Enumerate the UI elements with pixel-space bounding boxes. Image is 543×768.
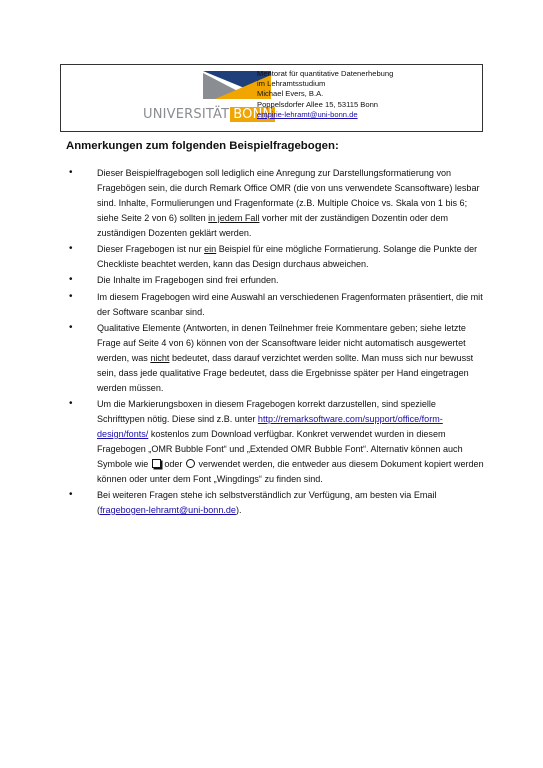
logo-text-bonn: BONN — [230, 107, 275, 122]
address-line: im Lehramtsstudium — [257, 79, 326, 89]
logo-text-universitaet: UNIVERSITÄT — [143, 107, 230, 122]
contact-email-link[interactable]: empirie-lehramt@uni-bonn.de — [257, 109, 358, 119]
support-email-link[interactable]: fragebogen-lehramt@uni-bonn.de — [100, 504, 236, 515]
checkbox-symbol-icon — [152, 459, 161, 468]
list-item: • Die Inhalte im Fragebogen sind frei erfunden. — [66, 273, 484, 288]
list-item: • Qualitative Elemente (Antworten, in denen Teilnehmer freie Kommentare geben; siehe letzte Frage auf Seite 4 von 6) können von der Scansoftware leider nicht automatisch ausgewertet werden, was nicht bedeutet, dass darauf verzichtet werden sollte. Man muss sich nur bewusst sein, dass jede qualitative Frage bedeutet, dass die Ergebnisse später per Hand eingetragen werden müssen. — [66, 321, 484, 396]
logo-wordmark — [143, 107, 275, 122]
address-line: Mentorat für quantitative Datenerhebung — [257, 69, 394, 78]
list-item: • Dieser Beispielfragebogen soll lediglich eine Anregung zur Darstellungsformatierung von Fragebögen sein, die durch Remark Office OMR (die von uns verwendete Scansoftware) lesbar sind. Inhalte, Formulierungen und Fragenformate (z.B. Multiple Choice vs. Skala von 1 bis 6; siehe Seite 2 von 6) sollten in jedem Fall vorher mit der zuständigen Dozentin oder dem zuständigen Dozenten geklärt werden. — [66, 166, 484, 241]
list-item: • Bei weiteren Fragen stehe ich selbstverständlich zur Verfügung, am besten via Email (fragebogen-lehramt@uni-bonn.de). — [66, 488, 484, 518]
page-title: Anmerkungen zum folgenden Beispielfragebogen: — [66, 140, 339, 152]
notes-list — [66, 166, 484, 519]
bubble-symbol-icon — [186, 459, 195, 468]
list-item: • Im diesem Fragebogen wird eine Auswahl an verschiedenen Fragenformaten präsentiert, die mit der Software scanbar sind. — [66, 290, 484, 320]
list-item: • Um die Markierungsboxen in diesem Fragebogen korrekt darzustellen, sind spezielle Schrifttypen nötig. Diese sind z.B. unter http://remarksoftware.com/support/office/form-design/fonts/ kostenlos zum Download verfügbar. Konkret verwendet wurden in diesem Fragebogen „OMR Bubble Font“ und „Extended OMR Bubble Font“. Alternativ können auch Symbole wie oder verwendet werden, die entweder aus diesem Dokument kopiert werden können oder unter dem Font „Wingdings“ zu finden sind. — [66, 397, 484, 486]
contact-address — [257, 69, 393, 120]
address-line: Poppelsdorfer Allee 15, 53115 Bonn — [257, 99, 379, 109]
font-download-link[interactable]: http://remarksoftware.com/support/office/form-design/fonts/ — [97, 414, 443, 439]
address-line: Michael Evers, B.A. — [257, 89, 324, 99]
letterhead-box — [60, 64, 483, 132]
list-item: • Dieser Fragebogen ist nur ein Beispiel für eine mögliche Formatierung. Solange die Punkte der Checkliste beachtet werden, kann das Design durchaus abweichen. — [66, 242, 484, 272]
